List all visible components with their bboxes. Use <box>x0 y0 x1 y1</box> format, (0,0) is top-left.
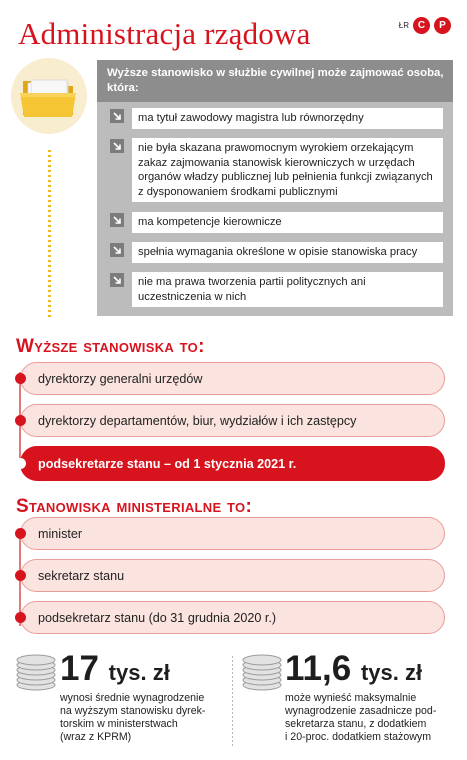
arrow-down-right-icon <box>110 109 124 123</box>
bullet-dot <box>15 528 26 539</box>
author-initials: ŁR <box>398 21 409 30</box>
stat-text-line: wynagrodzenie zasadnicze pod- <box>285 705 437 717</box>
criteria-item <box>110 138 449 202</box>
ministerial-position-item: podsekretarz stanu (do 31 grudnia 2020 r.) <box>20 601 445 634</box>
publisher-logo-c: C <box>413 17 430 34</box>
arrow-down-right-icon <box>110 273 124 287</box>
ministerial-position-item: minister <box>20 517 445 550</box>
stat-unit: tys. zł <box>360 660 423 685</box>
stat-text-line: sekretarza stanu, z dodatkiem <box>285 718 427 730</box>
bullet-dot <box>15 373 26 384</box>
criteria-text: spełnia wymagania określone w opisie stanowiska pracy <box>132 242 443 263</box>
higher-position-item-highlighted: podsekretarze stanu – od 1 stycznia 2021 r. <box>20 446 445 481</box>
stat-number: 17 <box>60 649 99 688</box>
arrow-down-right-icon <box>110 139 124 153</box>
bullet-dot <box>15 458 26 469</box>
folder-icon <box>19 71 79 121</box>
criteria-item <box>110 212 449 233</box>
bullet-dot <box>15 415 26 426</box>
bullet-dot <box>15 570 26 581</box>
bullet-dot <box>15 612 26 623</box>
criteria-item <box>110 242 449 263</box>
stat-text-line: (wraz z KPRM) <box>60 731 132 743</box>
credits <box>399 17 451 34</box>
stat-max-salary <box>285 650 422 692</box>
criteria-text: ma tytuł zawodowy magistra lub równorzędny <box>132 108 443 129</box>
coin-stack-icon <box>240 652 284 692</box>
criteria-item <box>110 272 449 307</box>
stat-text-line: i 20-proc. dodatkiem stażowym <box>285 731 432 743</box>
stat-unit: tys. zł <box>108 660 170 685</box>
stat-text-line: może wynieść maksymalnie <box>285 692 417 704</box>
arrow-down-right-icon <box>110 213 124 227</box>
higher-position-item: dyrektorzy generalni urzędów <box>20 362 445 395</box>
stats-divider <box>232 656 233 748</box>
criteria-text: nie była skazana prawomocnym wyrokiem orzekającym zakaz zajmowania stanowisk kierowniczych w urzędach organów władzy publicznej lub pełnienia funkcji związanych z dysponowaniem środkami publicznymi <box>132 138 443 202</box>
stat-text-line: wynosi średnie wynagrodzenie <box>60 692 205 704</box>
publisher-logo-p: P <box>434 17 451 34</box>
stat-text-line: na wyższym stanowisku dyrek- <box>60 705 206 717</box>
coin-stack-icon <box>14 652 58 692</box>
stat-text-line: torskim w ministerstwach <box>60 718 178 730</box>
higher-positions-heading: Wyższe stanowiska to: <box>16 336 205 357</box>
higher-position-item: dyrektorzy departamentów, biur, wydziałów i ich zastępcy <box>20 404 445 437</box>
stat-number: 11,6 <box>285 649 352 688</box>
folder-illustration <box>11 58 91 318</box>
criteria-item <box>110 108 449 129</box>
arrow-down-right-icon <box>110 243 124 257</box>
ministerial-position-item: sekretarz stanu <box>20 559 445 592</box>
stat-average-salary-description <box>60 692 205 744</box>
criteria-header: Wyższe stanowisko w służbie cywilnej może zajmować osoba, która: <box>97 60 453 102</box>
stat-average-salary <box>60 650 170 692</box>
criteria-text: nie ma prawa tworzenia partii politycznych ani uczestniczenia w nich <box>132 272 443 307</box>
page-title: Administracja rządowa <box>18 16 311 51</box>
stat-max-salary-description <box>285 692 436 744</box>
criteria-text: ma kompetencje kierownicze <box>132 212 443 233</box>
dotted-connector <box>48 150 51 318</box>
ministerial-positions-heading: Stanowiska ministerialne to: <box>16 496 253 517</box>
